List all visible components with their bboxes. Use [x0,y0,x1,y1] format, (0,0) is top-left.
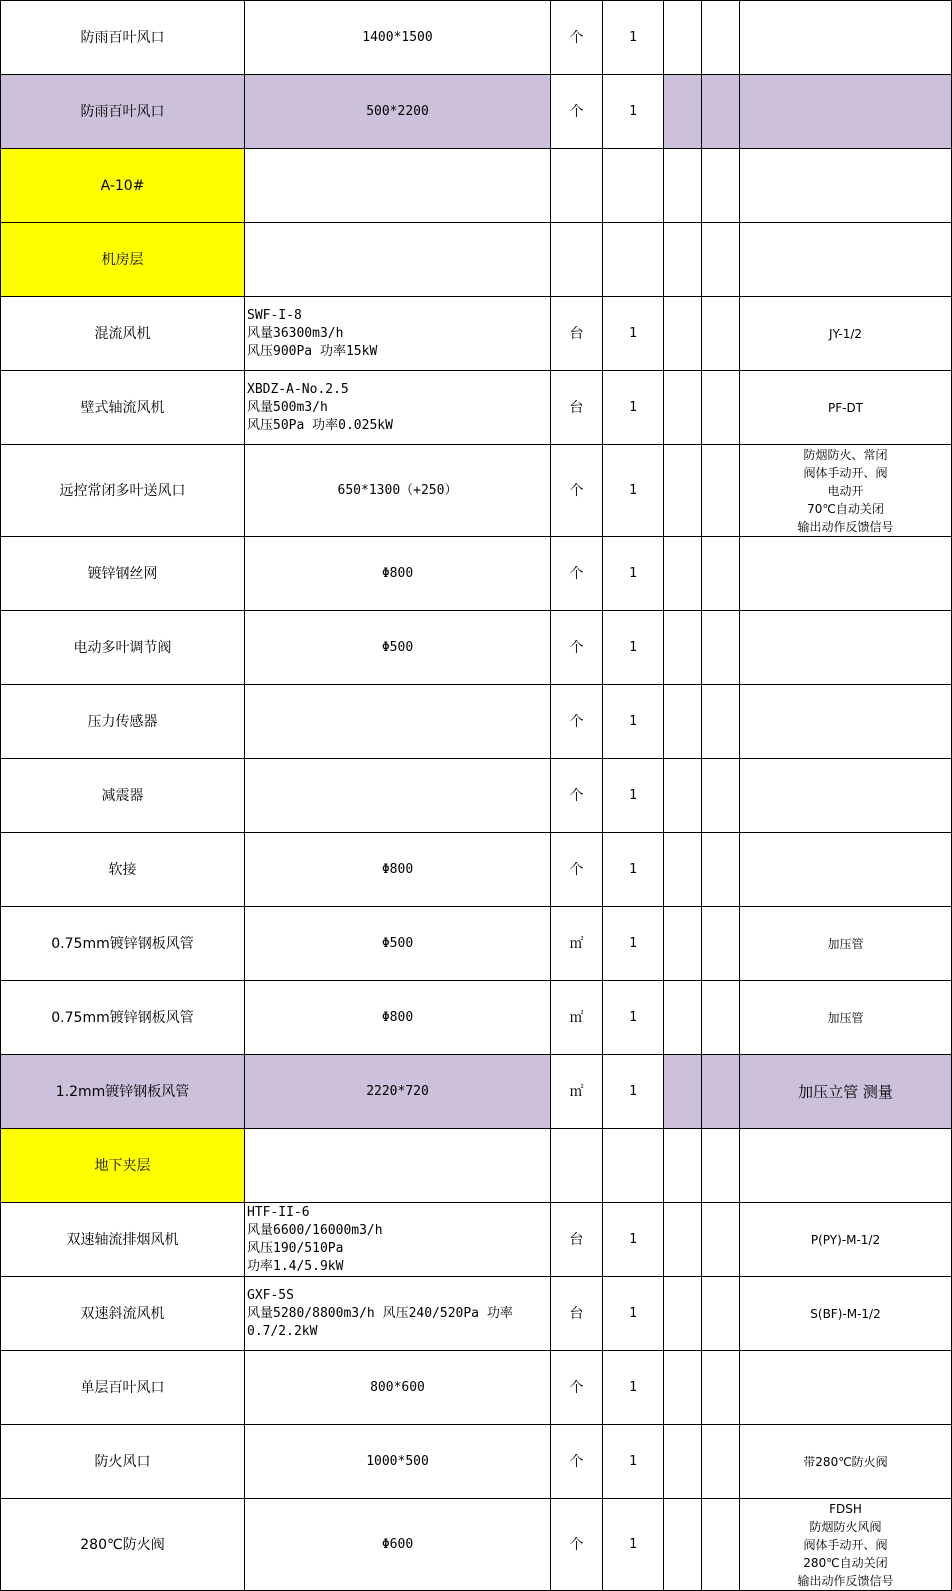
cell-name[interactable]: 0.75mm镀锌钢板风管 [1,907,245,981]
cell-spec[interactable]: Φ600 [245,1499,551,1591]
cell-unit[interactable]: 个 [551,759,603,833]
cell-note[interactable] [740,611,952,685]
cell-blank-1[interactable] [664,75,702,149]
cell-spec[interactable]: 1000*500 [245,1425,551,1499]
cell-name[interactable]: 防火风口 [1,1425,245,1499]
cell-blank-2[interactable] [702,1,740,75]
cell-spec[interactable] [245,223,551,297]
cell-blank-1[interactable] [664,1203,702,1277]
table-row [1,1351,952,1425]
cell-blank-1[interactable] [664,1277,702,1351]
table-row [1,537,952,611]
cell-name[interactable]: 防雨百叶风口 [1,75,245,149]
cell-unit[interactable]: ㎡ [551,981,603,1055]
table-row [1,759,952,833]
cell-note[interactable] [740,685,952,759]
cell-qty[interactable] [603,149,664,223]
cell-blank-2[interactable] [702,1055,740,1129]
table-row [1,685,952,759]
table-row [1,445,952,537]
cell-qty[interactable]: 1 [603,1,664,75]
cell-spec[interactable]: Φ500 [245,611,551,685]
cell-spec[interactable]: 800*600 [245,1351,551,1425]
cell-name[interactable]: 单层百叶风口 [1,1351,245,1425]
cell-unit[interactable]: ㎡ [551,1055,603,1129]
cell-spec[interactable]: SWF-I-8 风量36300m3/h 风压900Pa 功率15kW [245,297,551,371]
cell-note[interactable] [740,1,952,75]
cell-spec[interactable]: 650*1300（+250） [245,445,551,537]
cell-qty[interactable]: 1 [603,1055,664,1129]
cell-blank-1[interactable] [664,833,702,907]
cell-note[interactable] [740,759,952,833]
table-row [1,75,952,149]
cell-blank-1[interactable] [664,1,702,75]
table-row [1,1203,952,1277]
cell-unit[interactable]: 台 [551,1277,603,1351]
cell-blank-1[interactable] [664,1351,702,1425]
cell-qty[interactable]: 1 [603,75,664,149]
table-row [1,297,952,371]
cell-name[interactable]: 1.2mm镀锌钢板风管 [1,1055,245,1129]
cell-blank-1[interactable] [664,1499,702,1591]
cell-blank-1[interactable] [664,537,702,611]
cell-blank-1[interactable] [664,149,702,223]
cell-unit[interactable]: 个 [551,685,603,759]
cell-note[interactable] [740,833,952,907]
cell-name[interactable]: 0.75mm镀锌钢板风管 [1,981,245,1055]
cell-unit[interactable]: 个 [551,445,603,537]
cell-qty[interactable]: 1 [603,297,664,371]
cell-name[interactable]: 混流风机 [1,297,245,371]
cell-blank-2[interactable] [702,1129,740,1203]
cell-blank-2[interactable] [702,1425,740,1499]
cell-name[interactable]: 镀锌钢丝网 [1,537,245,611]
cell-spec[interactable]: 2220*720 [245,1055,551,1129]
table-row [1,1499,952,1591]
cell-spec[interactable] [245,1129,551,1203]
cell-qty[interactable]: 1 [603,907,664,981]
cell-name[interactable]: 软接 [1,833,245,907]
cell-blank-1[interactable] [664,1055,702,1129]
cell-spec[interactable]: Φ800 [245,833,551,907]
cell-blank-2[interactable] [702,1499,740,1591]
cell-spec[interactable]: GXF-5S 风量5280/8800m3/h 风压240/520Pa 功率0.7/2.2kW [245,1277,551,1351]
table-row [1,149,952,223]
cell-note[interactable]: 加压立管 测量 [740,1055,952,1129]
cell-note[interactable]: S(BF)-M-1/2 [740,1277,952,1351]
cell-note[interactable]: 防烟防火、常闭 阀体手动开、阀 电动开 70℃自动关闭 输出动作反馈信号 [740,445,952,537]
cell-name[interactable]: 压力传感器 [1,685,245,759]
cell-note[interactable] [740,1351,952,1425]
cell-blank-2[interactable] [702,445,740,537]
table-row [1,1425,952,1499]
table-row [1,611,952,685]
cell-blank-2[interactable] [702,1277,740,1351]
cell-note[interactable] [740,223,952,297]
cell-blank-2[interactable] [702,297,740,371]
cell-blank-2[interactable] [702,223,740,297]
cell-name[interactable]: 远控常闭多叶送风口 [1,445,245,537]
cell-blank-1[interactable] [664,371,702,445]
cell-blank-1[interactable] [664,685,702,759]
table-row [1,1055,952,1129]
cell-qty[interactable]: 1 [603,1499,664,1591]
table-row [1,223,952,297]
cell-blank-1[interactable] [664,297,702,371]
cell-qty[interactable] [603,223,664,297]
cell-qty[interactable]: 1 [603,833,664,907]
cell-unit[interactable]: ㎡ [551,907,603,981]
cell-spec[interactable]: Φ500 [245,907,551,981]
cell-spec[interactable]: 500*2200 [245,75,551,149]
cell-spec[interactable]: 1400*1500 [245,1,551,75]
cell-blank-2[interactable] [702,907,740,981]
cell-unit[interactable]: 台 [551,297,603,371]
cell-name[interactable]: A-10# [1,149,245,223]
table-row [1,833,952,907]
cell-qty[interactable]: 1 [603,1351,664,1425]
cell-name[interactable]: 地下夹层 [1,1129,245,1203]
cell-blank-2[interactable] [702,1351,740,1425]
cell-unit[interactable] [551,149,603,223]
cell-spec[interactable]: HTF-II-6 风量6600/16000m3/h 风压190/510Pa 功率1.4/5.9kW [245,1203,551,1277]
table-row [1,1,952,75]
cell-qty[interactable]: 1 [603,537,664,611]
cell-note[interactable]: 带280℃防火阀 [740,1425,952,1499]
table-row [1,371,952,445]
cell-name[interactable]: 电动多叶调节阀 [1,611,245,685]
cell-qty[interactable]: 1 [603,611,664,685]
cell-qty[interactable]: 1 [603,1277,664,1351]
cell-name[interactable]: 壁式轴流风机 [1,371,245,445]
cell-note[interactable]: P(PY)-M-1/2 [740,1203,952,1277]
cell-blank-2[interactable] [702,611,740,685]
cell-spec[interactable] [245,149,551,223]
cell-name[interactable]: 双速轴流排烟风机 [1,1203,245,1277]
cell-unit[interactable]: 个 [551,537,603,611]
table-row [1,907,952,981]
cell-unit[interactable]: 个 [551,1499,603,1591]
cell-note[interactable]: 加压管 [740,981,952,1055]
cell-unit[interactable] [551,1129,603,1203]
table-row [1,1277,952,1351]
cell-note[interactable] [740,537,952,611]
cell-spec[interactable]: XBDZ-A-No.2.5 风量500m3/h 风压50Pa 功率0.025kW [245,371,551,445]
cell-blank-1[interactable] [664,1425,702,1499]
cell-note[interactable] [740,149,952,223]
cell-name[interactable]: 减震器 [1,759,245,833]
cell-unit[interactable]: 个 [551,1351,603,1425]
cell-note[interactable]: FDSH 防烟防火风阀 阀体手动开、阀 280℃自动关闭 输出动作反馈信号 [740,1499,952,1591]
cell-unit[interactable]: 个 [551,611,603,685]
cell-qty[interactable]: 1 [603,445,664,537]
cell-blank-2[interactable] [702,1203,740,1277]
table-row [1,1129,952,1203]
cell-unit[interactable]: 个 [551,1425,603,1499]
cell-unit[interactable]: 个 [551,833,603,907]
cell-unit[interactable]: 个 [551,75,603,149]
cell-name[interactable]: 机房层 [1,223,245,297]
cell-blank-2[interactable] [702,981,740,1055]
cell-blank-1[interactable] [664,445,702,537]
cell-spec[interactable]: Φ800 [245,981,551,1055]
cell-name[interactable]: 双速斜流风机 [1,1277,245,1351]
cell-note[interactable]: PF-DT [740,371,952,445]
cell-blank-2[interactable] [702,149,740,223]
table-row [1,981,952,1055]
cell-unit[interactable]: 台 [551,371,603,445]
cell-blank-1[interactable] [664,611,702,685]
cell-unit[interactable]: 台 [551,1203,603,1277]
cell-name[interactable]: 防雨百叶风口 [1,1,245,75]
cell-note[interactable] [740,1129,952,1203]
cell-qty[interactable]: 1 [603,981,664,1055]
cell-blank-1[interactable] [664,907,702,981]
cell-qty[interactable]: 1 [603,371,664,445]
cell-blank-1[interactable] [664,223,702,297]
cell-spec[interactable] [245,759,551,833]
cell-blank-2[interactable] [702,75,740,149]
table-body [1,1,952,1591]
cell-blank-2[interactable] [702,833,740,907]
cell-note[interactable] [740,75,952,149]
cell-unit[interactable] [551,223,603,297]
cell-qty[interactable]: 1 [603,759,664,833]
cell-blank-1[interactable] [664,1129,702,1203]
cell-blank-2[interactable] [702,371,740,445]
cell-spec[interactable]: Φ800 [245,537,551,611]
cell-blank-1[interactable] [664,981,702,1055]
cell-blank-1[interactable] [664,759,702,833]
cell-unit[interactable]: 个 [551,1,603,75]
cell-qty[interactable]: 1 [603,1425,664,1499]
cell-blank-2[interactable] [702,685,740,759]
cell-note[interactable]: JY-1/2 [740,297,952,371]
cell-name[interactable]: 280℃防火阀 [1,1499,245,1591]
cell-spec[interactable] [245,685,551,759]
cell-blank-2[interactable] [702,537,740,611]
cell-qty[interactable]: 1 [603,1203,664,1277]
cell-blank-2[interactable] [702,759,740,833]
cell-qty[interactable] [603,1129,664,1203]
cell-note[interactable]: 加压管 [740,907,952,981]
cell-qty[interactable]: 1 [603,685,664,759]
